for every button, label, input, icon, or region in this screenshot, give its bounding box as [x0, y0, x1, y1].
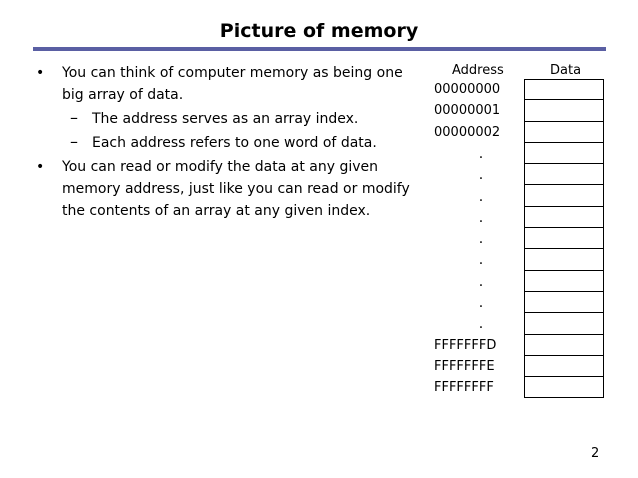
- address-label: .: [478, 316, 484, 333]
- memory-data-cell: [524, 377, 604, 398]
- memory-data-cell: [524, 79, 604, 100]
- bullet-icon: •: [36, 65, 45, 81]
- address-label: .: [478, 145, 484, 162]
- bullet-list: [36, 62, 426, 222]
- address-column-header: Address: [452, 63, 504, 78]
- memory-data-cell: [524, 228, 604, 249]
- memory-data-cell: [524, 143, 604, 164]
- memory-data-cell: [524, 207, 604, 228]
- address-label: .: [478, 252, 484, 269]
- data-column-header: Data: [550, 63, 582, 78]
- address-label: .: [478, 188, 484, 205]
- dash-icon: –: [70, 132, 78, 151]
- memory-data-cell: [524, 249, 604, 270]
- title-divider: [33, 47, 606, 51]
- memory-data-cells: [524, 79, 604, 398]
- address-label: .: [478, 167, 484, 184]
- address-label: 00000001: [434, 103, 501, 119]
- memory-data-cell: [524, 122, 604, 143]
- bullet-text: You can read or modify the data at any given memory address, just like you can read or modify the contents of an array at any given index.: [62, 159, 410, 219]
- memory-data-cell: [524, 313, 604, 334]
- address-label: .: [478, 295, 484, 311]
- bullet-icon: •: [36, 159, 45, 175]
- memory-data-cell: [524, 356, 604, 377]
- page-number: 2: [591, 446, 600, 461]
- bullet-text: You can think of computer memory as being one big array of data.: [62, 65, 403, 103]
- bullet-item: [36, 62, 426, 106]
- memory-data-cell: [524, 164, 604, 185]
- address-label: 00000000: [434, 82, 501, 97]
- bullet-item: [36, 156, 426, 222]
- memory-data-cell: [524, 335, 604, 356]
- sub-bullet-text: The address serves as an array index.: [92, 111, 359, 127]
- address-label: FFFFFFFF: [434, 380, 494, 396]
- address-label: .: [478, 231, 484, 248]
- memory-data-cell: [524, 292, 604, 313]
- address-label: 00000002: [434, 124, 501, 140]
- dash-icon: –: [70, 108, 78, 127]
- memory-data-cell: [524, 185, 604, 206]
- memory-data-cell: [524, 271, 604, 292]
- sub-bullet-item: [36, 108, 426, 130]
- sub-bullet-item: [36, 132, 426, 154]
- address-label: .: [478, 273, 484, 290]
- slide-title: Picture of memory: [219, 20, 419, 42]
- address-label: FFFFFFFE: [434, 358, 495, 374]
- memory-data-cell: [524, 100, 604, 121]
- address-label: FFFFFFFD: [434, 337, 497, 353]
- address-label: .: [478, 209, 484, 226]
- sub-bullet-text: Each address refers to one word of data.: [92, 135, 377, 151]
